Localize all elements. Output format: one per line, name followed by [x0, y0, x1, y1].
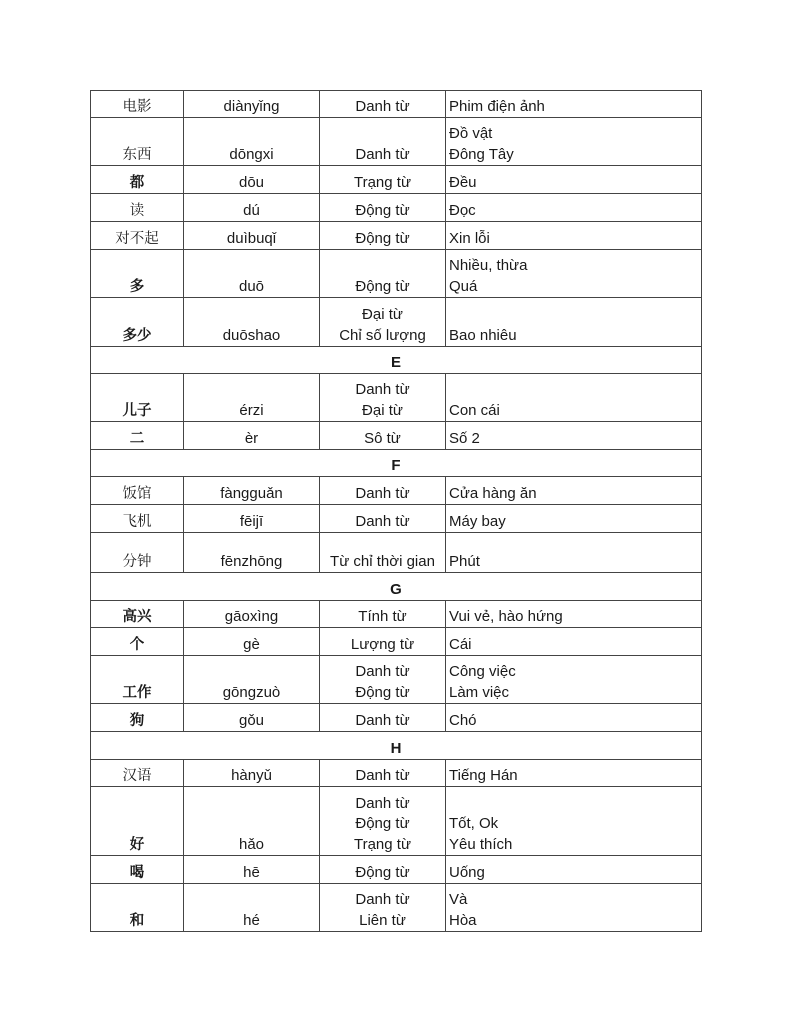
- meaning-cell: [446, 166, 702, 194]
- word-type-cell: [320, 422, 446, 450]
- meaning-line: Đọc: [449, 201, 476, 219]
- word-type-cell: [320, 505, 446, 533]
- hanzi-cell: 狗: [91, 704, 184, 732]
- meaning-cell: [446, 250, 702, 298]
- section-header-row: [91, 347, 702, 374]
- meaning-line: Nhiều, thừa: [449, 257, 528, 274]
- meaning-line: Tiếng Hán: [449, 766, 518, 784]
- word-type-line: Đại từ: [362, 306, 403, 323]
- word-type-line: Trạng từ: [353, 173, 411, 191]
- meaning-cell: [446, 222, 702, 250]
- word-type-line: Liên từ: [359, 911, 406, 929]
- vocab-row: [91, 505, 702, 533]
- hanzi-cell: 东西: [91, 118, 184, 166]
- word-type-line: Danh từ: [355, 766, 410, 784]
- word-type-line: Danh từ: [355, 794, 410, 812]
- pinyin-cell: hē: [184, 856, 320, 884]
- hanzi-cell: 和: [91, 884, 184, 932]
- word-type-line: Động từ: [355, 229, 410, 247]
- vocab-row: [91, 250, 702, 298]
- word-type-cell: [320, 374, 446, 422]
- meaning-line: Bao nhiêu: [449, 326, 517, 344]
- meaning-cell: [446, 884, 702, 932]
- pinyin-cell: diànyǐng: [184, 91, 320, 118]
- hanzi-cell: 飞机: [91, 505, 184, 533]
- word-type-line: Danh từ: [355, 145, 410, 163]
- word-type-cell: [320, 628, 446, 656]
- section-letter: H: [91, 732, 702, 760]
- vocab-row: [91, 477, 702, 505]
- hanzi-cell: 饭馆: [91, 477, 184, 505]
- meaning-line: Đông Tây: [449, 145, 514, 163]
- hanzi-cell: 儿子: [91, 374, 184, 422]
- meaning-cell: [446, 533, 702, 573]
- meaning-line: Uống: [449, 863, 485, 881]
- vocab-row: [91, 194, 702, 222]
- vocab-row: [91, 884, 702, 932]
- word-type-line: Danh từ: [355, 381, 410, 398]
- hanzi-cell: 好: [91, 787, 184, 856]
- meaning-line: Máy bay: [449, 512, 506, 530]
- word-type-cell: [320, 222, 446, 250]
- word-type-cell: [320, 91, 446, 118]
- meaning-cell: [446, 856, 702, 884]
- word-type-cell: [320, 704, 446, 732]
- meaning-line: Đều: [449, 173, 477, 191]
- hanzi-cell: 读: [91, 194, 184, 222]
- vocab-row: [91, 787, 702, 856]
- meaning-cell: [446, 374, 702, 422]
- word-type-line: Động từ: [355, 683, 410, 701]
- meaning-cell: [446, 787, 702, 856]
- word-type-line: Động từ: [355, 201, 410, 219]
- word-type-cell: [320, 856, 446, 884]
- word-type-cell: [320, 760, 446, 787]
- hanzi-cell: 都: [91, 166, 184, 194]
- section-header-row: [91, 732, 702, 760]
- word-type-line: Lượng từ: [350, 635, 415, 653]
- section-letter: G: [91, 573, 702, 601]
- vocab-row: [91, 118, 702, 166]
- meaning-line: Cái: [449, 635, 472, 653]
- meaning-cell: [446, 704, 702, 732]
- meaning-line: Yêu thích: [449, 835, 513, 853]
- word-type-line: Động từ: [355, 815, 410, 832]
- hanzi-cell: 喝: [91, 856, 184, 884]
- word-type-line: Tính từ: [358, 607, 407, 625]
- word-type-cell: [320, 601, 446, 628]
- word-type-cell: [320, 533, 446, 573]
- meaning-line: Và: [449, 891, 468, 908]
- pinyin-cell: hànyǔ: [184, 760, 320, 787]
- meaning-line: Phim điện ảnh: [449, 97, 545, 115]
- vocab-row: [91, 704, 702, 732]
- pinyin-cell: duìbuqǐ: [184, 222, 320, 250]
- meaning-cell: [446, 601, 702, 628]
- word-type-line: Danh từ: [355, 97, 410, 115]
- meaning-cell: [446, 628, 702, 656]
- pinyin-cell: fēnzhōng: [184, 533, 320, 573]
- vocab-row: [91, 222, 702, 250]
- pinyin-cell: dú: [184, 194, 320, 222]
- pinyin-cell: gǒu: [184, 704, 320, 732]
- hanzi-cell: 个: [91, 628, 184, 656]
- vocab-row: [91, 601, 702, 628]
- vocab-row: [91, 166, 702, 194]
- word-type-line: Danh từ: [355, 663, 410, 680]
- meaning-cell: [446, 91, 702, 118]
- section-header-row: [91, 573, 702, 601]
- section-header-row: [91, 450, 702, 477]
- word-type-cell: [320, 787, 446, 856]
- meaning-line: Làm việc: [449, 683, 510, 701]
- word-type-cell: [320, 166, 446, 194]
- meaning-cell: [446, 422, 702, 450]
- word-type-cell: [320, 477, 446, 505]
- hanzi-cell: 高兴: [91, 601, 184, 628]
- pinyin-cell: gōngzuò: [184, 656, 320, 704]
- word-type-line: Đại từ: [362, 401, 403, 419]
- hanzi-cell: 对不起: [91, 222, 184, 250]
- pinyin-cell: fēijī: [184, 505, 320, 533]
- meaning-line: Tốt, Ok: [449, 815, 499, 832]
- word-type-line: Danh từ: [355, 484, 410, 502]
- pinyin-cell: hé: [184, 884, 320, 932]
- meaning-cell: [446, 656, 702, 704]
- pinyin-cell: dōngxi: [184, 118, 320, 166]
- vocab-row: [91, 91, 702, 118]
- pinyin-cell: èr: [184, 422, 320, 450]
- pinyin-cell: duōshao: [184, 298, 320, 347]
- vocab-row: [91, 374, 702, 422]
- word-type-line: Trạng từ: [353, 835, 411, 853]
- word-type-line: Động từ: [355, 863, 410, 881]
- pinyin-cell: gāoxìng: [184, 601, 320, 628]
- meaning-line: Công việc: [449, 663, 516, 680]
- meaning-line: Vui vẻ, hào hứng: [449, 607, 563, 625]
- word-type-cell: [320, 298, 446, 347]
- meaning-line: Con cái: [449, 401, 500, 419]
- meaning-cell: [446, 194, 702, 222]
- pinyin-cell: dōu: [184, 166, 320, 194]
- vocab-row: [91, 628, 702, 656]
- meaning-line: Quá: [449, 277, 478, 295]
- meaning-line: Phút: [449, 552, 480, 570]
- meaning-line: Chó: [449, 711, 477, 729]
- meaning-cell: [446, 505, 702, 533]
- pinyin-cell: gè: [184, 628, 320, 656]
- word-type-line: Từ chỉ thời gian: [330, 552, 435, 570]
- word-type-cell: [320, 884, 446, 932]
- meaning-cell: [446, 298, 702, 347]
- meaning-cell: [446, 477, 702, 505]
- pinyin-cell: érzi: [184, 374, 320, 422]
- hanzi-cell: 电影: [91, 91, 184, 118]
- word-type-cell: [320, 656, 446, 704]
- meaning-line: Cửa hàng ăn: [449, 484, 537, 502]
- word-type-line: Động từ: [355, 277, 410, 295]
- hanzi-cell: 分钟: [91, 533, 184, 573]
- vocab-row: [91, 856, 702, 884]
- hanzi-cell: 多少: [91, 298, 184, 347]
- word-type-cell: [320, 194, 446, 222]
- hanzi-cell: 工作: [91, 656, 184, 704]
- hanzi-cell: 二: [91, 422, 184, 450]
- word-type-line: Danh từ: [355, 711, 410, 729]
- word-type-cell: [320, 250, 446, 298]
- section-letter: E: [91, 347, 702, 374]
- meaning-line: Đồ vật: [449, 125, 493, 142]
- word-type-line: Chỉ số lượng: [339, 326, 426, 344]
- vocab-row: [91, 422, 702, 450]
- pinyin-cell: hǎo: [184, 787, 320, 856]
- pinyin-cell: duō: [184, 250, 320, 298]
- meaning-line: Số 2: [449, 429, 480, 447]
- vocab-row: [91, 760, 702, 787]
- meaning-line: Hòa: [449, 911, 477, 929]
- hanzi-cell: 汉语: [91, 760, 184, 787]
- vocab-row: [91, 656, 702, 704]
- vocab-row: [91, 533, 702, 573]
- meaning-cell: [446, 760, 702, 787]
- section-letter: F: [91, 450, 702, 477]
- hanzi-cell: 多: [91, 250, 184, 298]
- word-type-cell: [320, 118, 446, 166]
- word-type-line: Danh từ: [355, 512, 410, 530]
- vocabulary-table: [90, 90, 702, 932]
- word-type-line: Sô từ: [364, 429, 401, 447]
- meaning-cell: [446, 118, 702, 166]
- word-type-line: Danh từ: [355, 891, 410, 908]
- pinyin-cell: fàngguǎn: [184, 477, 320, 505]
- vocabulary-table-body: [91, 91, 702, 932]
- vocab-row: [91, 298, 702, 347]
- meaning-line: Xin lỗi: [449, 229, 490, 247]
